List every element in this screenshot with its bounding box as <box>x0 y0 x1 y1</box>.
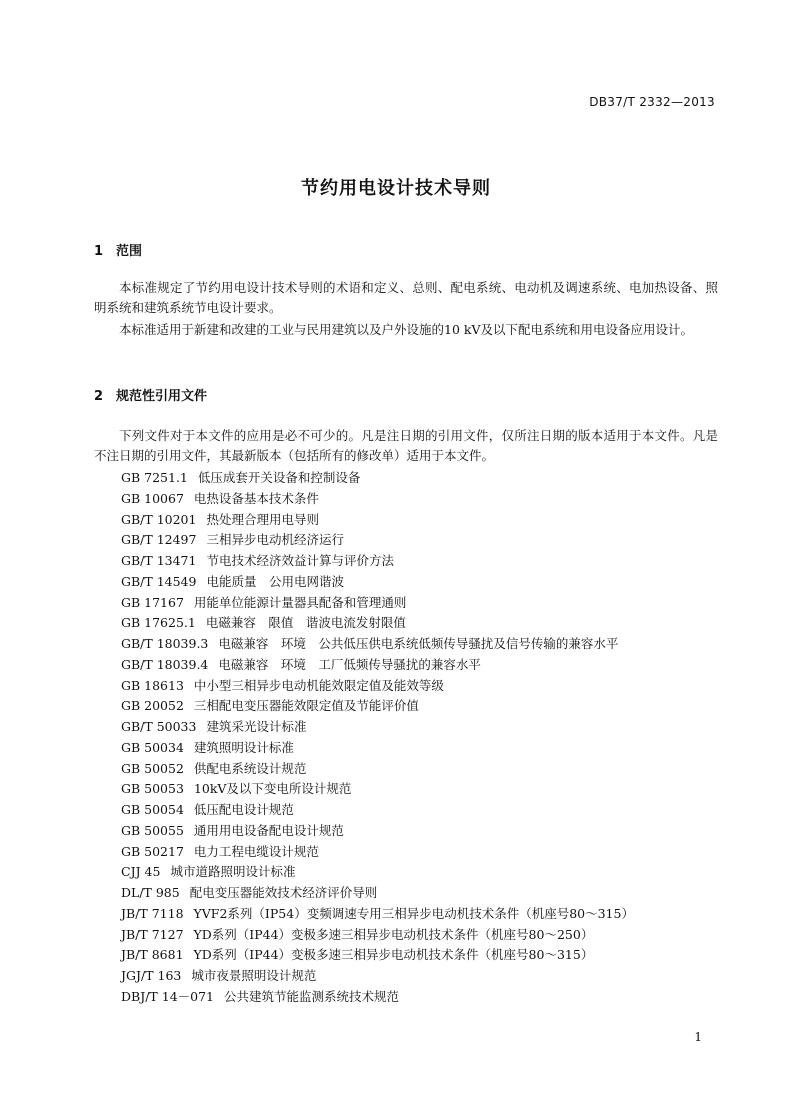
reference-item <box>121 904 634 925</box>
reference-code: GB/T 10201 <box>121 511 197 527</box>
reference-title: 电热设备基本技术条件 <box>193 490 319 506</box>
reference-code: GB 17167 <box>121 594 184 610</box>
reference-title: 低压成套开关设备和控制设备 <box>197 470 361 485</box>
reference-code: GB/T 14549 <box>121 573 197 589</box>
reference-code: GB 20052 <box>121 698 184 714</box>
reference-code: GB 50217 <box>121 843 184 859</box>
reference-item <box>121 821 634 842</box>
section-heading-text: 范围 <box>116 244 143 259</box>
document-title: 节约用电设计技术导则 <box>301 178 491 199</box>
reference-item <box>121 530 634 551</box>
reference-code: GB 50053 <box>121 781 184 797</box>
reference-item <box>121 862 634 883</box>
reference-title: 三相配电变压器能效限定值及节能评价值 <box>193 698 419 714</box>
reference-title: 供配电系统设计规范 <box>193 760 307 776</box>
section-1-paragraph-1: 本标准规定了节约用电设计技术导则的术语和定义、总则、配电系统、电动机及调速系统、电加热设备、照明系统和建筑系统节电设计要求。 <box>94 280 718 315</box>
reference-title: 电能质量 公用电网谐波 <box>206 573 344 589</box>
reference-title: 节电技术经济效益计算与评价方法 <box>206 553 394 568</box>
reference-title: 配电变压器能效技术经济评价导则 <box>189 885 378 900</box>
reference-code: JGJ/T 163 <box>121 968 182 983</box>
section-1-paragraph-2: 本标准适用于新建和改建的工业与民用建筑以及户外设施的10 kV及以下配电系统和用电设备应用设计。 <box>119 322 693 337</box>
reference-code: GB 17625.1 <box>121 615 196 631</box>
reference-title: 城市夜景照明设计规范 <box>191 968 317 983</box>
reference-item <box>121 883 634 904</box>
reference-item <box>121 593 634 614</box>
reference-item <box>121 945 634 966</box>
reference-item <box>121 779 634 800</box>
reference-item <box>121 696 634 717</box>
section-2-paragraph-1: 下列文件对于本文件的应用是必不可少的。凡是注日期的引用文件，仅所注日期的版本适用于本文件。凡是不注日期的引用文件，其最新版本（包括所有的修改单）适用于本文件。 <box>94 428 718 463</box>
reference-code: JB/T 8681 <box>121 947 184 963</box>
reference-code: GB/T 12497 <box>121 532 197 548</box>
reference-code: GB 50054 <box>121 802 184 817</box>
reference-item <box>121 489 634 510</box>
reference-title: 电磁兼容 环境 公共低压供电系统低频传导骚扰及信号传输的兼容水平 <box>218 636 619 651</box>
reference-title: 热处理合理用电导则 <box>206 511 319 527</box>
reference-item <box>121 925 634 946</box>
reference-item <box>121 717 634 738</box>
reference-code: JB/T 7127 <box>121 926 184 942</box>
reference-title: 城市道路照明设计标准 <box>170 864 296 880</box>
section-number: 1 <box>94 244 104 259</box>
reference-title: 电磁兼容 限值 谐波电流发射限值 <box>205 615 406 631</box>
reference-item <box>121 800 634 821</box>
page-number: 1 <box>694 1030 702 1044</box>
reference-code: GB 7251.1 <box>121 470 188 485</box>
standard-code: DB37/T 2332—2013 <box>589 95 715 109</box>
reference-title: 公共建筑节能监测系统技术规范 <box>224 988 400 1004</box>
reference-code: GB/T 13471 <box>121 553 197 568</box>
normative-references-list <box>121 468 634 1008</box>
reference-title: YVF2系列（IP54）变频调速专用三相异步电动机技术条件（机座号80～315） <box>193 905 634 921</box>
section-1-heading <box>94 240 142 259</box>
reference-item <box>121 510 634 531</box>
reference-title: 通用用电设备配电设计规范 <box>193 822 344 838</box>
section-2-heading <box>94 385 207 404</box>
reference-title: 低压配电设计规范 <box>193 802 294 817</box>
section-heading-text: 规范性引用文件 <box>116 389 208 404</box>
reference-title: 中小型三相异步电动机能效限定值及能效等级 <box>193 677 444 693</box>
reference-code: CJJ 45 <box>121 864 161 880</box>
reference-title: YD系列（IP44）变极多速三相异步电动机技术条件（机座号80～250） <box>193 926 594 942</box>
reference-item <box>121 676 634 697</box>
reference-item <box>121 551 634 572</box>
reference-code: GB 50055 <box>121 822 184 838</box>
reference-title: 建筑照明设计标准 <box>193 739 294 755</box>
reference-title: 电力工程电缆设计规范 <box>193 843 319 859</box>
reference-code: GB 50052 <box>121 760 184 776</box>
reference-item <box>121 738 634 759</box>
reference-code: GB 18613 <box>121 677 184 693</box>
reference-item <box>121 987 634 1008</box>
reference-code: GB/T 18039.4 <box>121 656 209 672</box>
reference-item <box>121 842 634 863</box>
reference-item <box>121 634 634 655</box>
reference-title: 三相异步电动机经济运行 <box>206 532 344 548</box>
reference-code: GB 50034 <box>121 739 184 755</box>
reference-code: GB/T 18039.3 <box>121 636 209 651</box>
reference-item <box>121 655 634 676</box>
reference-title: 用能单位能源计量器具配备和管理通则 <box>193 594 407 610</box>
reference-item <box>121 966 634 987</box>
reference-title: 电磁兼容 环境 工厂低频传导骚扰的兼容水平 <box>218 656 481 672</box>
reference-code: DL/T 985 <box>121 885 180 900</box>
reference-code: GB 10067 <box>121 490 184 506</box>
reference-title: 10kV及以下变电所设计规范 <box>193 781 352 797</box>
reference-item <box>121 613 634 634</box>
reference-code: GB/T 50033 <box>121 719 197 734</box>
reference-item <box>121 572 634 593</box>
reference-code: JB/T 7118 <box>121 905 184 921</box>
reference-item <box>121 759 634 780</box>
section-number: 2 <box>94 389 104 404</box>
reference-code: DBJ/T 14－071 <box>121 988 215 1004</box>
reference-title: 建筑采光设计标准 <box>206 719 307 734</box>
reference-item <box>121 468 634 489</box>
reference-title: YD系列（IP44）变极多速三相异步电动机技术条件（机座号80～315） <box>193 947 594 963</box>
